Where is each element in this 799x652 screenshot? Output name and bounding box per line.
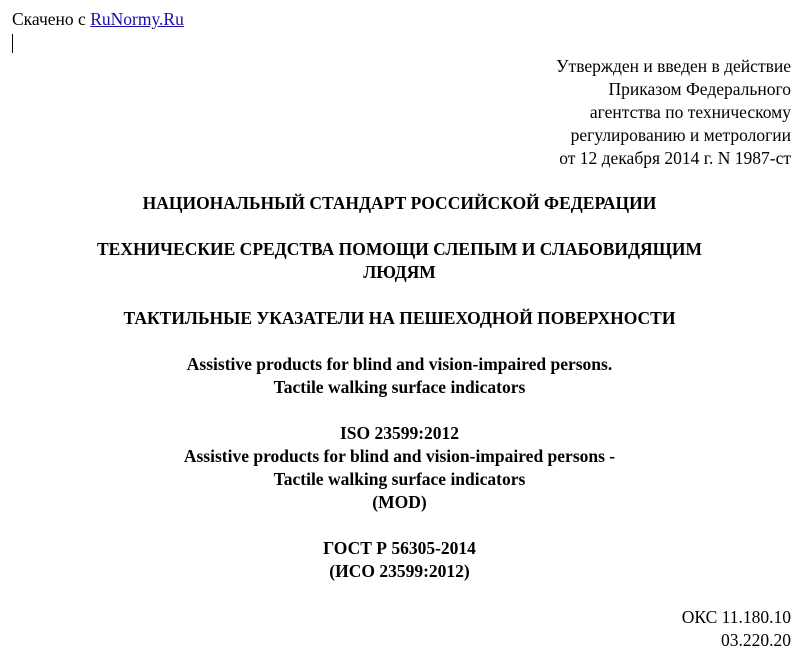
main-title-line: ТЕХНИЧЕСКИЕ СРЕДСТВА ПОМОЩИ СЛЕПЫМ И СЛАБОВИДЯЩИМ [96, 239, 703, 259]
oks-code: 03.220.20 [721, 630, 791, 650]
oks-code: ОКС 11.180.10 [681, 607, 791, 627]
approval-block [556, 55, 791, 170]
iso-number: ISO 23599:2012 [339, 423, 460, 443]
source-link[interactable]: RuNormy.Ru [90, 9, 184, 29]
oks-classification [682, 606, 791, 652]
english-title-line: Tactile walking surface indicators [273, 377, 526, 397]
gost-designation [0, 537, 799, 583]
english-title-line: Assistive products for blind and vision-impaired persons. [186, 354, 613, 374]
gost-iso-equivalent: (ИСО 23599:2012) [329, 561, 470, 581]
standard-type-text: НАЦИОНАЛЬНЫЙ СТАНДАРТ РОССИЙСКОЙ ФЕДЕРАЦИИ [142, 193, 657, 213]
iso-reference [0, 422, 799, 514]
sub-title-text: ТАКТИЛЬНЫЕ УКАЗАТЕЛИ НА ПЕШЕХОДНОЙ ПОВЕРХНОСТИ [123, 308, 676, 328]
gost-number: ГОСТ Р 56305-2014 [323, 538, 476, 558]
iso-title-line: Tactile walking surface indicators [273, 469, 526, 489]
iso-title-line: Assistive products for blind and vision-impaired persons - [183, 446, 616, 466]
text-cursor [12, 34, 13, 53]
main-title [0, 238, 799, 284]
main-title-line: ЛЮДЯМ [363, 262, 436, 282]
approval-line: Приказом Федерального [608, 79, 791, 99]
approval-line: регулированию и метрологии [570, 125, 791, 145]
source-prefix: Скачено с [12, 9, 91, 29]
approval-line: Утвержден и введен в действие [556, 56, 791, 76]
standard-type-heading [0, 192, 799, 215]
sub-title [0, 307, 799, 330]
iso-modification: (MOD) [372, 492, 427, 512]
approval-line: от 12 декабря 2014 г. N 1987-ст [559, 148, 791, 168]
source-line [12, 8, 184, 31]
approval-line: агентства по техническому [589, 102, 791, 122]
english-title [0, 353, 799, 399]
